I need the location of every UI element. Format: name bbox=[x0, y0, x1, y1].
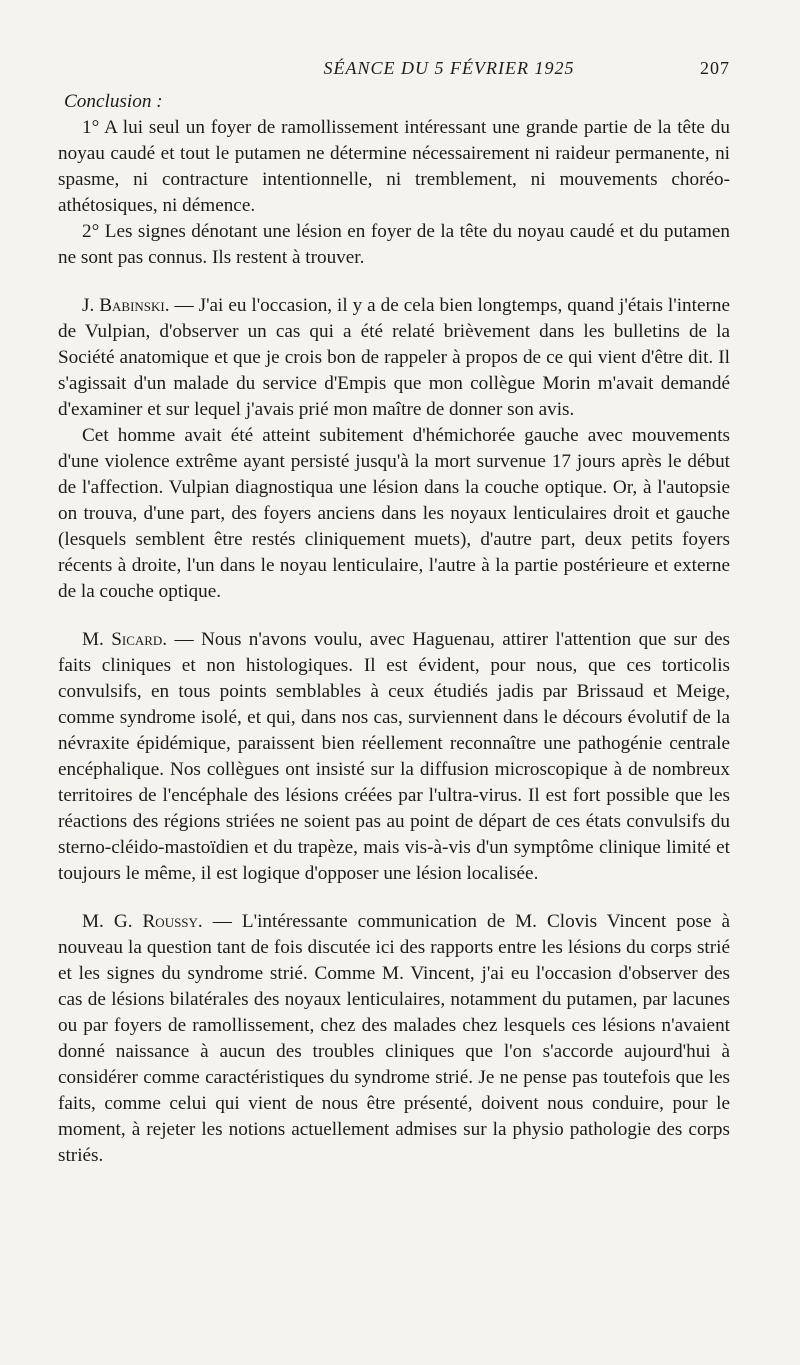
babinski-paragraph-2: Cet homme avait été atteint subitement d'hémichorée gauche avec mouvements d'une violence extrême ayant persisté jusqu'à la mort survenue 17 jours après le début de l'affection. Vulpian diagnostiqua une lésion dans la couche optique. Or, à l'autopsie on trouva, d'une part, des foyers anciens dans les noyaux lenticulaires droit et gauche (lesquels semblent être restés cliniquement muets), d'autre part, deux petits foyers récents à droite, l'un dans le noyau lenticulaire, l'autre à la partie postérieure et externe de la couche optique. bbox=[58, 425, 730, 602]
roussy-paragraph bbox=[58, 909, 730, 1169]
sicard-paragraph bbox=[58, 627, 730, 887]
speaker-roussy: M. G. Roussy. bbox=[82, 911, 203, 932]
speaker-sicard: M. Sicard. bbox=[82, 629, 168, 650]
page-number: 207 bbox=[700, 58, 730, 78]
speaker-babinski: J. Babinski. bbox=[82, 295, 170, 316]
running-header bbox=[58, 58, 730, 79]
conclusion-point-1: 1° A lui seul un foyer de ramollissement intéressant une grande partie de la tête du noyau caudé et tout le putamen ne détermine nécessairement ni raideur permanente, ni spasme, ni contracture intentionnelle, ni tremblement, ni mouvements choréo-athétosiques, ni démence. bbox=[58, 117, 730, 216]
header-title: SÉANCE DU 5 FÉVRIER 1925 bbox=[323, 58, 575, 78]
babinski-paragraph bbox=[58, 293, 730, 423]
conclusion-point-2: 2° Les signes dénotant une lésion en foyer de la tête du noyau caudé et du putamen ne sont pas connus. Ils restent à trouver. bbox=[58, 221, 730, 268]
roussy-text: — L'intéressante communication de M. Clovis Vincent pose à nouveau la question tant de fois discutée ici des rapports entre les lésions du corps strié et les signes du syndrome strié. Comme M. Vincent, j'ai eu l'occasion d'observer des cas de lésions bilatérales des noyaux lenticulaires, notamment du putamen, par lacunes ou par foyers de ramollissement, chez des malades chez lesquels ces lésions n'avaient donné naissance à aucun des troubles cliniques que l'on s'accorde aujourd'hui à considérer comme caractéristiques du syndrome strié. Je ne pense pas toutefois que les faits, comme celui qui vient de nous être présenté, doivent nous conduire, pour le moment, à rejeter les notions actuellement admises sur la physio pathologie des corps striés. bbox=[58, 911, 730, 1166]
babinski-text: — J'ai eu l'occasion, il y a de cela bien longtemps, quand j'étais l'interne de Vulpian, d'observer un cas qui a été relaté brièvement dans les bulletins de la Société anatomique et que je crois bon de rappeler à propos de ce qui vient d'être dit. Il s'agissait d'un malade du service d'Empis que mon collègue Morin m'avait demandé d'examiner et sur lequel j'avais prié mon maître de donner son avis. bbox=[58, 295, 730, 420]
conclusion-heading: Conclusion : bbox=[64, 91, 163, 112]
sicard-text: — Nous n'avons voulu, avec Haguenau, attirer l'attention que sur des faits cliniques et non histologiques. Il est évident, pour nous, que ces torticolis convulsifs, en tous points semblables à ceux étudiés jadis par Brissaud et Meige, comme syndrome isolé, et qui, dans nos cas, surviennent dans le décours évolutif de la névraxite épidémique, paraissent bien réellement reconnaître une pathogénie centrale encéphalique. Nos collègues ont insisté sur la diffusion microscopique à de nombreux territoires de l'encéphale des lésions créées par l'ultra-virus. Il est fort possible que les réactions des régions striées ne soient pas au point de départ de ces états convulsifs du sterno-cléido-mastoïdien et du trapèze, mais vis-à-vis d'un symptôme clinique limité et toujours le même, il est logique d'opposer une lésion localisée. bbox=[58, 629, 730, 884]
